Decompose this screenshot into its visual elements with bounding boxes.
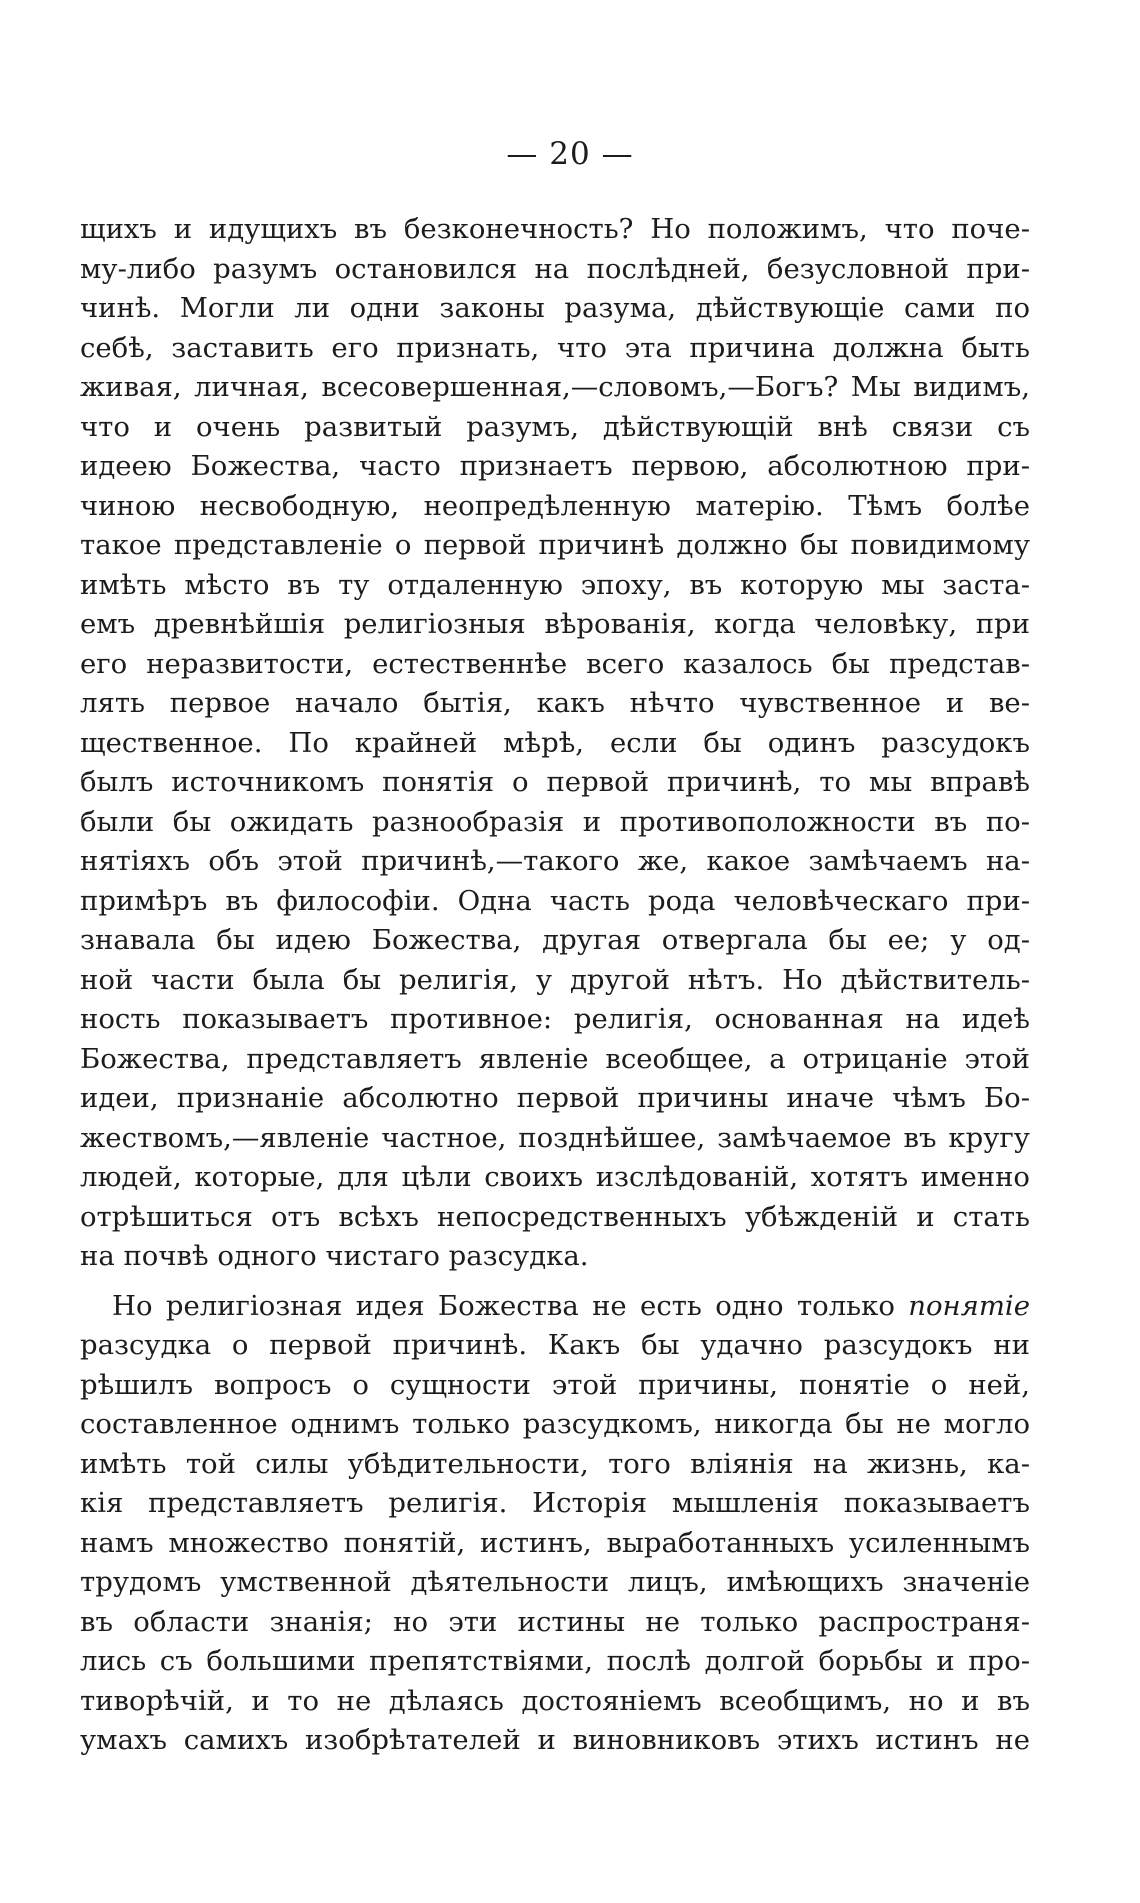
text-line: нятіяхъ объ этой причинѣ,—такого же, какое замѣчаемъ на- [80, 845, 1030, 877]
text-line: кія представляетъ религія. Исторія мышленія показываетъ [80, 1487, 1030, 1519]
paragraph-1 [80, 210, 1030, 1277]
text-line: чиною несвободную, неопредѣленную матерію. Тѣмъ болѣе [80, 489, 1030, 522]
text-line: рѣшилъ вопросъ о сущности этой причины, понятіе о ней, [80, 1368, 1030, 1401]
paragraph-gap [80, 1277, 1030, 1287]
text-line: ность показываетъ противное: религія, основанная на идеѣ [80, 1003, 1030, 1035]
paragraph-2 [80, 1287, 1030, 1761]
text-line: себѣ, заставить его признать, что эта причина должна быть [80, 331, 1030, 364]
text-line: живая, личная, всесовершенная,—словомъ,—Богъ? Мы видимъ, [80, 371, 1030, 403]
text-line: му-либо разумъ остановился на послѣдней, безусловной при- [80, 252, 1030, 285]
text-line: Божества, представляетъ явленіе всеобщее, а отрицаніе этой [80, 1042, 1030, 1075]
text-line: знавала бы идею Божества, другая отвергала бы ее; у од- [80, 924, 1030, 956]
text-line: умахъ самихъ изобрѣтателей и виновниковъ этихъ истинъ не [80, 1724, 1030, 1756]
text-line: щественное. По крайней мѣрѣ, если бы одинъ разсудокъ [80, 726, 1030, 759]
text-line: разсудка о первой причинѣ. Какъ бы удачно разсудокъ ни [80, 1329, 1030, 1361]
text-line: былъ источникомъ понятія о первой причинѣ, то мы вправѣ [80, 766, 1030, 798]
text-line: лять первое начало бытія, какъ нѣчто чувственное и ве- [80, 687, 1030, 719]
text-line: его неразвитости, естественнѣе всего казалось бы представ- [80, 647, 1030, 680]
text-line: составленное однимъ только разсудкомъ, никогда бы не могло [80, 1408, 1030, 1440]
text-line: имѣть мѣсто въ ту отдаленную эпоху, въ которую мы заста- [80, 568, 1030, 601]
text-line: емъ древнѣйшія религіозныя вѣрованія, когда человѣку, при [80, 608, 1030, 640]
body-text [80, 210, 1030, 1761]
text-line: тиворѣчій, и то не дѣлаясь достояніемъ всеобщимъ, но и въ [80, 1684, 1030, 1717]
text-line: имѣть той силы убѣдительности, того вліянія на жизнь, ка- [80, 1447, 1030, 1480]
line-text: Но религіозная идея Божества не есть одно только [112, 1289, 895, 1322]
text-line: идеи, признаніе абсолютно первой причины иначе чѣмъ Бо- [80, 1082, 1030, 1114]
text-line: намъ множество понятій, истинъ, выработанныхъ усиленнымъ [80, 1526, 1030, 1559]
page-number: — 20 — [506, 136, 634, 172]
text-line: чинѣ. Могли ли одни законы разума, дѣйствующіе сами по [80, 292, 1030, 324]
text-line: въ области знанія; но эти истины не только распространя- [80, 1605, 1030, 1638]
text-line: что и очень развитый разумъ, дѣйствующій внѣ связи съ [80, 410, 1030, 443]
text-line: отрѣшиться отъ всѣхъ непосредственныхъ убѣжденій и стать [80, 1200, 1030, 1233]
text-line: примѣръ въ философіи. Одна часть рода человѣческаго при- [80, 884, 1030, 917]
text-line: жествомъ,—явленіе частное, позднѣйшее, замѣчаемое въ кругу [80, 1121, 1030, 1154]
text-line-first [80, 1287, 1030, 1327]
text-line: ной части была бы религія, у другой нѣтъ. Но дѣйствитель- [80, 963, 1030, 996]
text-line: трудомъ умственной дѣятельности лицъ, имѣющихъ значеніе [80, 1566, 1030, 1598]
text-line: идеею Божества, часто признаетъ первою, абсолютною при- [80, 450, 1030, 482]
emphasized-word: понятіе [908, 1289, 1030, 1322]
text-line: были бы ожидать разнообразія и противоположности въ по- [80, 805, 1030, 838]
text-line: лись съ большими препятствіями, послѣ долгой борьбы и про- [80, 1645, 1030, 1677]
text-line: такое представленіе о первой причинѣ должно бы повидимому [80, 529, 1030, 561]
text-line: людей, которые, для цѣли своихъ изслѣдованій, хотятъ именно [80, 1161, 1030, 1193]
text-line: на почвѣ одного чистаго разсудка. [80, 1240, 589, 1272]
text-line: щихъ и идущихъ въ безконечность? Но положимъ, что поче- [80, 213, 1030, 245]
